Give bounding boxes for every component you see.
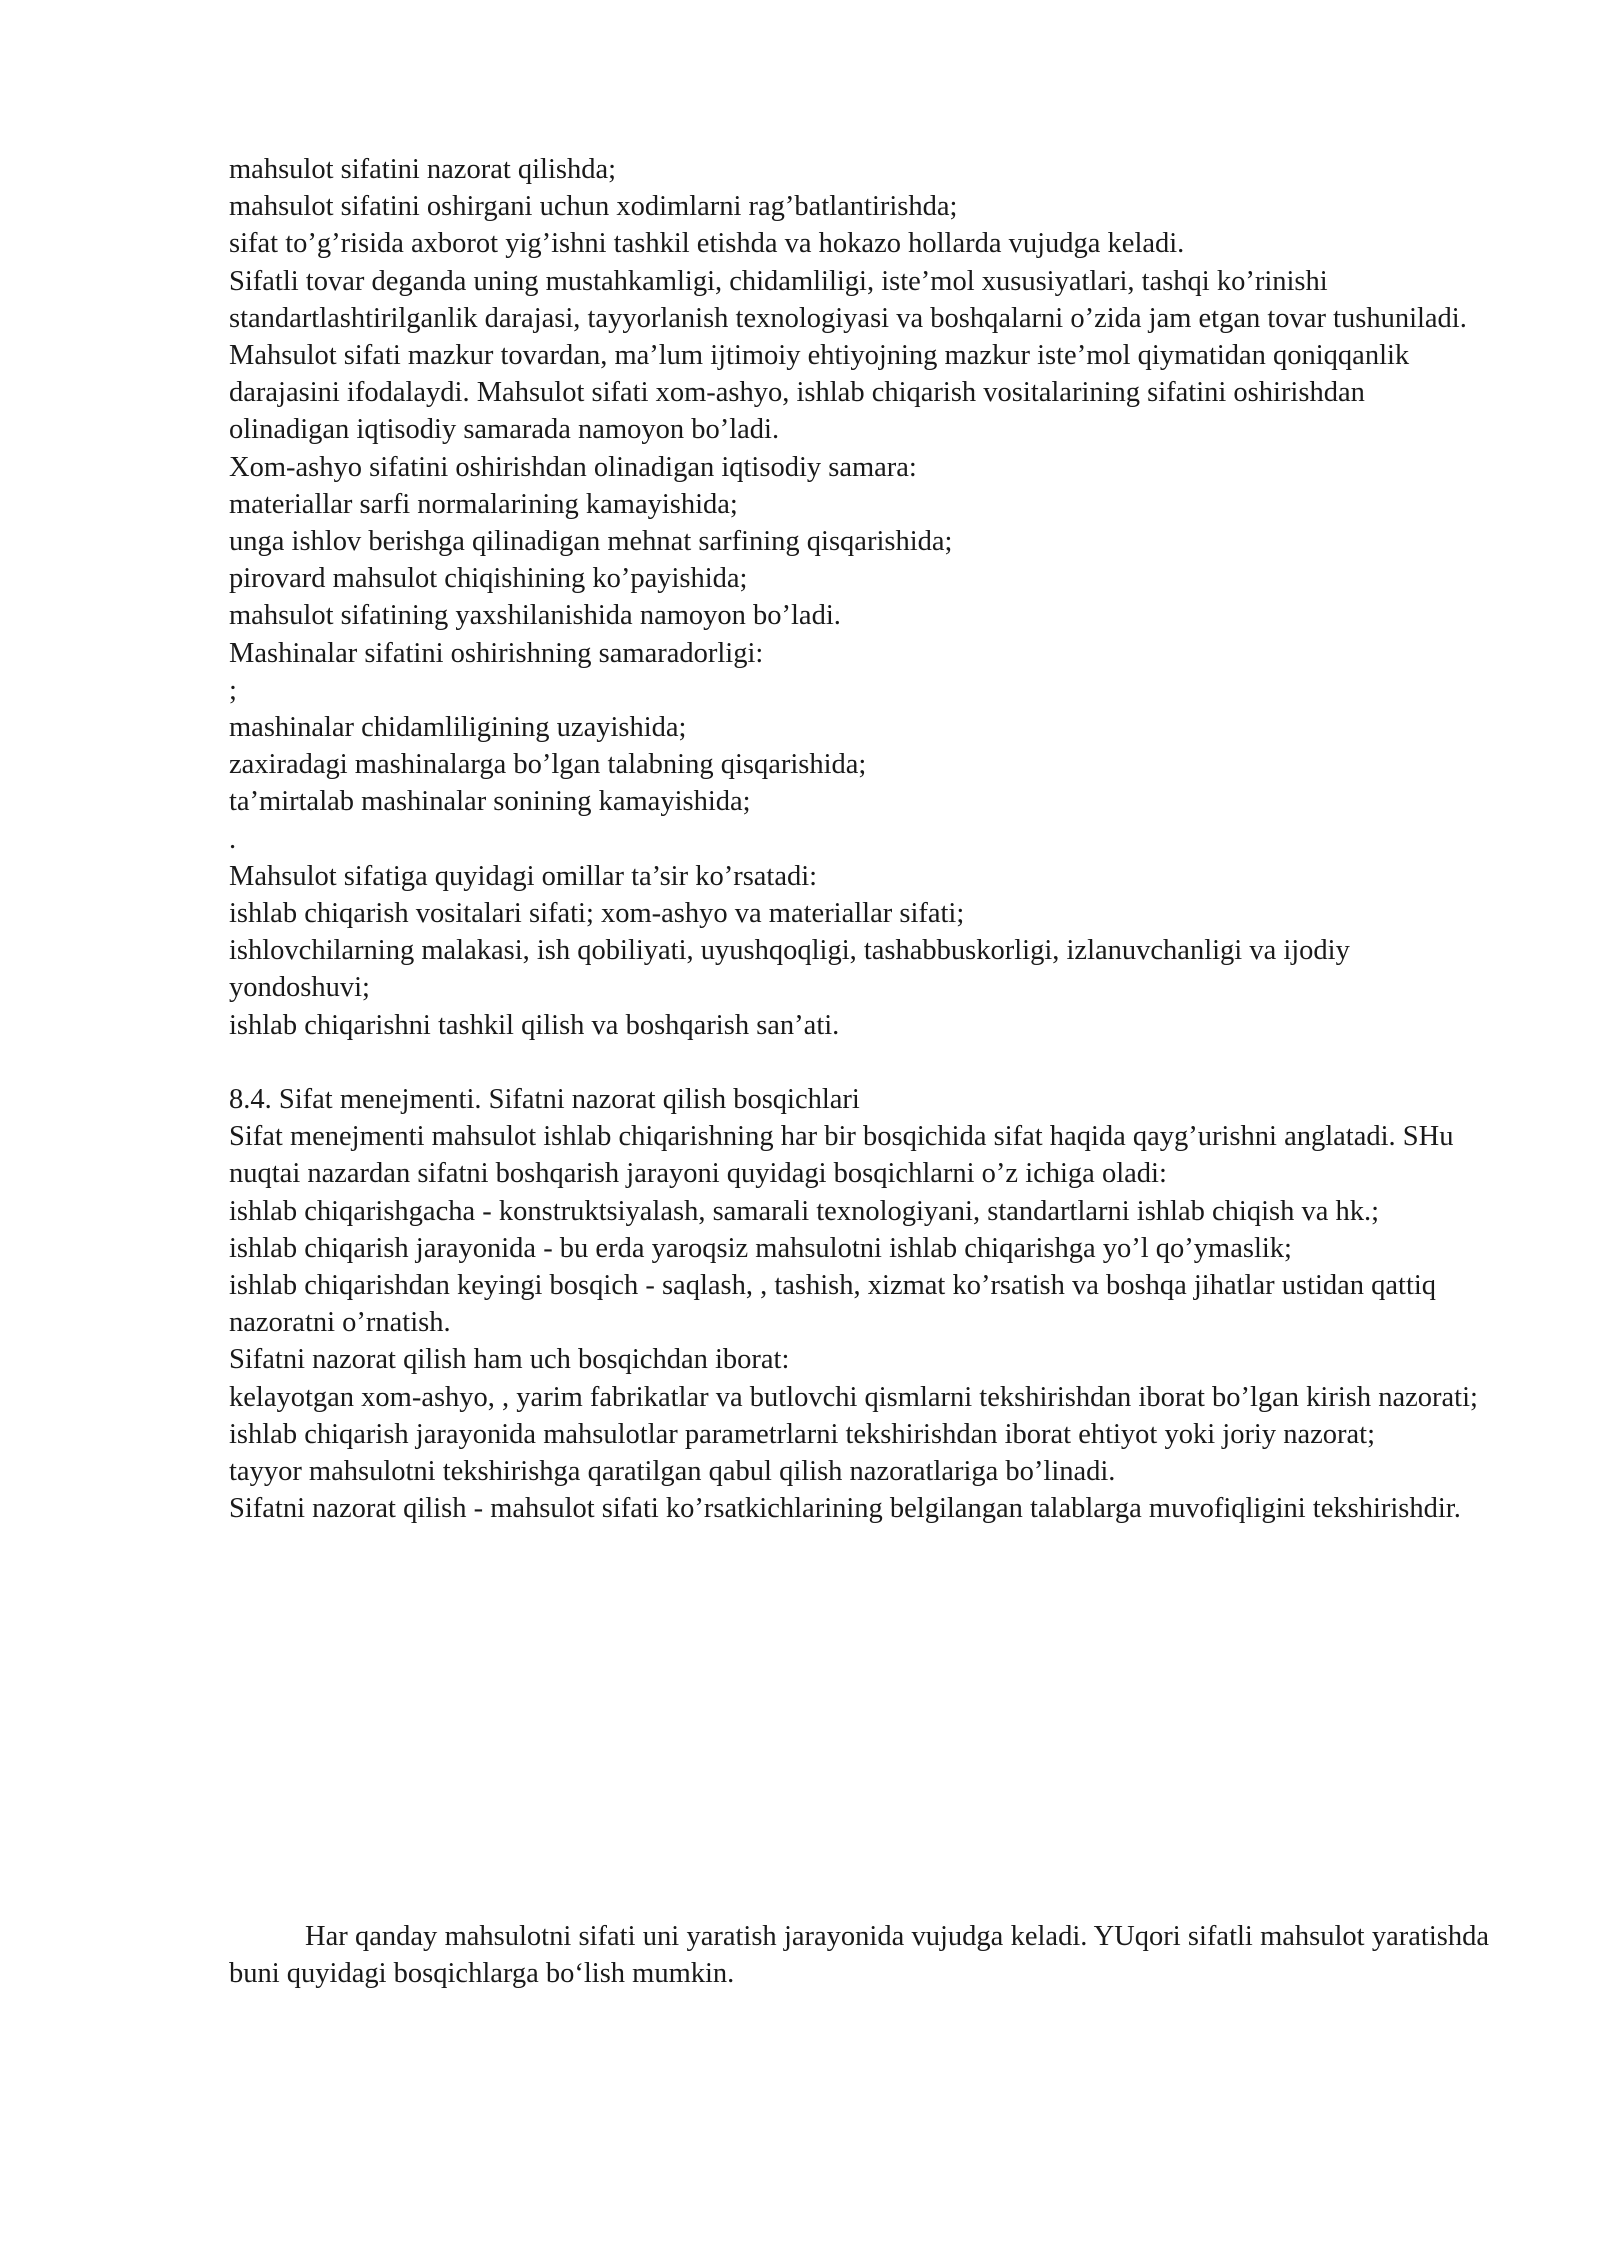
text-line: Mashinalar sifatini oshirishning samaradorligi: bbox=[229, 637, 764, 669]
text-line: Xom-ashyo sifatini oshirishdan olinadigan iqtisodiy samara: bbox=[229, 451, 917, 483]
text-line: sifat to’g’risida axborot yig’ishni tashkil etishda va hokazo hollarda vujudga keladi. bbox=[229, 228, 1185, 260]
text-line: unga ishlov berishga qilinadigan mehnat sarfining qisqarishida; bbox=[229, 526, 953, 558]
text-line: materiallar sarfi normalarining kamayishida; bbox=[229, 488, 738, 520]
section-heading: 8.4. Sifat menejmenti. Sifatni nazorat qilish bosqichlari bbox=[229, 1084, 860, 1116]
text-line: mashinalar chidamliligining uzayishida; bbox=[229, 712, 687, 744]
text-line: Mahsulot sifatiga quyidagi omillar ta’sir ko’rsatadi: bbox=[229, 860, 818, 892]
text-line: ishlab chiqarish jarayonida mahsulotlar parametrlarni tekshirishdan iborat ehtiyot yoki joriy nazorat; bbox=[229, 1418, 1375, 1450]
document-body bbox=[229, 151, 1489, 1528]
closing-paragraph: Har qanday mahsulotni sifati uni yaratish jarayonida vujudga keladi. YUqori sifatli mahsulot yaratishda buni quyidagi bosqichlarga bo‘lish mumkin. bbox=[229, 1921, 1489, 1990]
text-line: kelayotgan xom-ashyo, , yarim fabrikatlar va butlovchi qismlarni tekshirishdan iborat bo’lgan kirish nazorati; bbox=[229, 1381, 1478, 1413]
text-line: zaxiradagi mashinalarga bo’lgan talabning qisqarishida; bbox=[229, 749, 867, 781]
text-line: . bbox=[229, 823, 237, 855]
text-line: Sifatni nazorat qilish ham uch bosqichdan iborat: bbox=[229, 1344, 790, 1376]
text-line: ishlab chiqarishdan keyingi bosqich - saqlash, , tashish, xizmat ko’rsatish va boshqa jihatlar ustidan qattiq nazoratni o’rnatish. bbox=[229, 1270, 1437, 1339]
blank-line bbox=[229, 1044, 1489, 1081]
text-line: mahsulot sifatini oshirgani uchun xodimlarni rag’batlantirishda; bbox=[229, 191, 958, 223]
text-line: ; bbox=[229, 674, 237, 706]
text-line: ta’mirtalab mashinalar sonining kamayishida; bbox=[229, 786, 751, 818]
text-line: ishlab chiqarish jarayonida - bu erda yaroqsiz mahsulotni ishlab chiqarishga yo’l qo’ymaslik; bbox=[229, 1232, 1292, 1264]
text-line: Sifat menejmenti mahsulot ishlab chiqarishning har bir bosqichida sifat haqida qayg’urishni anglatadi. SHu nuqtai nazardan sifatni boshqarish jarayoni quyidagi bosqichlarni o’z ichiga oladi: bbox=[229, 1121, 1454, 1190]
text-line: mahsulot sifatining yaxshilanishida namoyon bo’ladi. bbox=[229, 600, 841, 632]
text-line: Sifatni nazorat qilish - mahsulot sifati ko’rsatkichlarining belgilangan talablarga muvofiqligini tekshirishdir. bbox=[229, 1493, 1461, 1525]
text-line: ishlab chiqarishni tashkil qilish va boshqarish san’ati. bbox=[229, 1009, 840, 1041]
text-line: ishlab chiqarishgacha - konstruktsiyalash, samarali texnologiyani, standartlarni ishlab chiqish va hk.; bbox=[229, 1195, 1380, 1227]
text-line: ishlab chiqarish vositalari sifati; xom-ashyo va materiallar sifati; bbox=[229, 898, 965, 930]
text-line: mahsulot sifatini nazorat qilishda; bbox=[229, 154, 617, 185]
text-line: pirovard mahsulot chiqishining ko’payishida; bbox=[229, 563, 748, 595]
text-line: tayyor mahsulotni tekshirishga qaratilgan qabul qilish nazoratlariga bo’linadi. bbox=[229, 1456, 1116, 1488]
text-line: Mahsulot sifati mazkur tovardan, ma’lum ijtimoiy ehtiyojning mazkur iste’mol qiymatidan qoniqqanlik darajasini ifodalaydi. Mahsulot sifati xom-ashyo, ishlab chiqarish vositalarining sifatini oshirishdan olinadigan iqtisodiy samarada namoyon bo’ladi. bbox=[229, 340, 1410, 446]
text-line: Sifatli tovar deganda uning mustahkamligi, chidamliligi, iste’mol xususiyatlari, tashqi ko’rinishi standartlashtirilganlik darajasi, tayyorlanish texnologiyasi va boshqalarni o’zida jam etgan tovar tushuniladi. bbox=[229, 265, 1467, 334]
text-line: ishlovchilarning malakasi, ish qobiliyati, uyushqoqligi, tashabbuskorligi, izlanuvchanligi va ijodiy yondoshuvi; bbox=[229, 935, 1350, 1004]
